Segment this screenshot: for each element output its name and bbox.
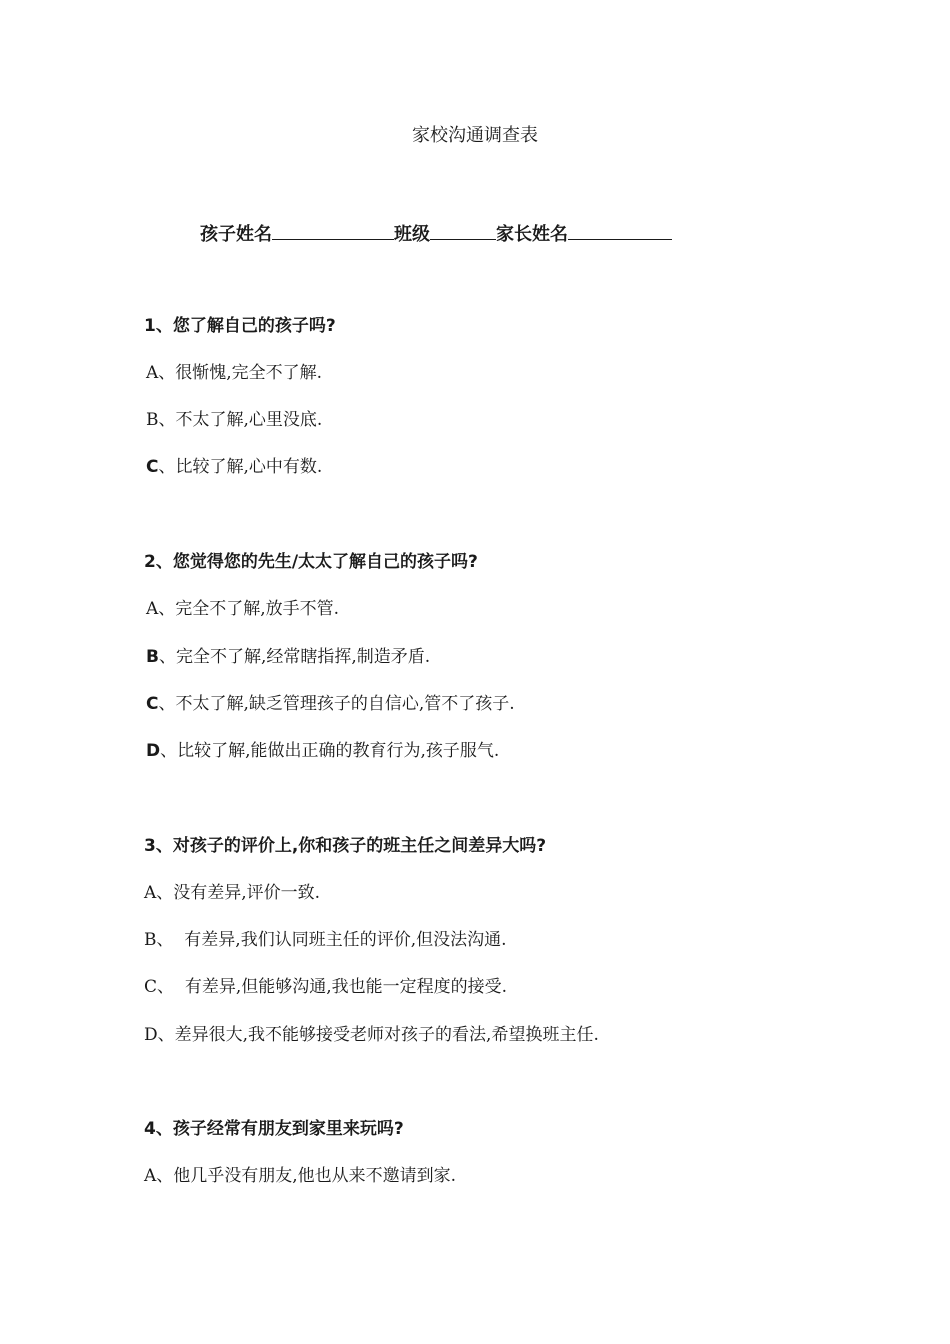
option-text: 、完全不了解,放手不管. — [158, 599, 340, 619]
option-letter: B — [146, 410, 159, 430]
option-letter: D — [146, 741, 161, 761]
option-letter: A — [144, 883, 157, 903]
option-text: 、比较了解,能做出正确的教育行为,孩子服气. — [160, 741, 500, 761]
option-2c[interactable] — [146, 692, 515, 716]
page-title: 家校沟通调查表 — [412, 125, 538, 146]
option-text: 、没有差异,评价一致. — [156, 883, 321, 903]
option-1b[interactable] — [146, 408, 322, 432]
class-blank[interactable] — [430, 219, 496, 240]
option-3b[interactable] — [144, 928, 507, 952]
question-3: 3、对孩子的评价上,你和孩子的班主任之间差异大吗? — [144, 836, 547, 856]
option-2d[interactable] — [146, 739, 499, 763]
option-3c[interactable] — [144, 975, 507, 999]
option-letter: C — [146, 457, 159, 477]
option-letter: D — [144, 1025, 158, 1045]
option-1c[interactable] — [146, 455, 322, 479]
parent-name-label: 家长姓名 — [496, 224, 568, 245]
option-letter: A — [144, 1166, 157, 1186]
option-letter: A — [146, 599, 159, 619]
option-1a[interactable] — [146, 361, 322, 385]
option-text: 、完全不了解,经常瞎指挥,制造矛盾. — [158, 647, 431, 667]
option-letter: C — [146, 694, 159, 714]
option-letter: A — [146, 363, 159, 383]
option-text: 、不太了解,心里没底. — [158, 410, 323, 430]
option-text: 、 有差异,我们认同班主任的评价,但没法沟通. — [156, 930, 507, 950]
child-name-blank[interactable] — [272, 219, 394, 240]
option-text: 、不太了解,缺乏管理孩子的自信心,管不了孩子. — [158, 694, 515, 714]
child-name-label: 孩子姓名 — [200, 224, 272, 245]
option-2a[interactable] — [146, 597, 339, 621]
question-1: 1、您了解自己的孩子吗? — [144, 316, 336, 336]
option-letter: C — [144, 977, 158, 997]
question-2: 2、您觉得您的先生/太太了解自己的孩子吗? — [144, 552, 478, 572]
option-text: 、比较了解,心中有数. — [158, 457, 323, 477]
option-3d[interactable] — [144, 1023, 599, 1047]
option-letter: B — [144, 930, 157, 950]
option-letter: B — [146, 647, 159, 667]
option-text: 、很惭愧,完全不了解. — [158, 363, 323, 383]
option-4a[interactable] — [144, 1164, 456, 1188]
option-3a[interactable] — [144, 881, 320, 905]
option-text: 、 有差异,但能够沟通,我也能一定程度的接受. — [157, 977, 508, 997]
option-2b[interactable] — [146, 645, 430, 669]
question-4: 4、孩子经常有朋友到家里来玩吗? — [144, 1119, 404, 1139]
option-text: 、差异很大,我不能够接受老师对孩子的看法,希望换班主任. — [157, 1025, 599, 1045]
option-text: 、他几乎没有朋友,他也从来不邀请到家. — [156, 1166, 457, 1186]
info-row — [200, 219, 672, 248]
parent-name-blank[interactable] — [568, 219, 672, 240]
class-label: 班级 — [394, 224, 430, 245]
